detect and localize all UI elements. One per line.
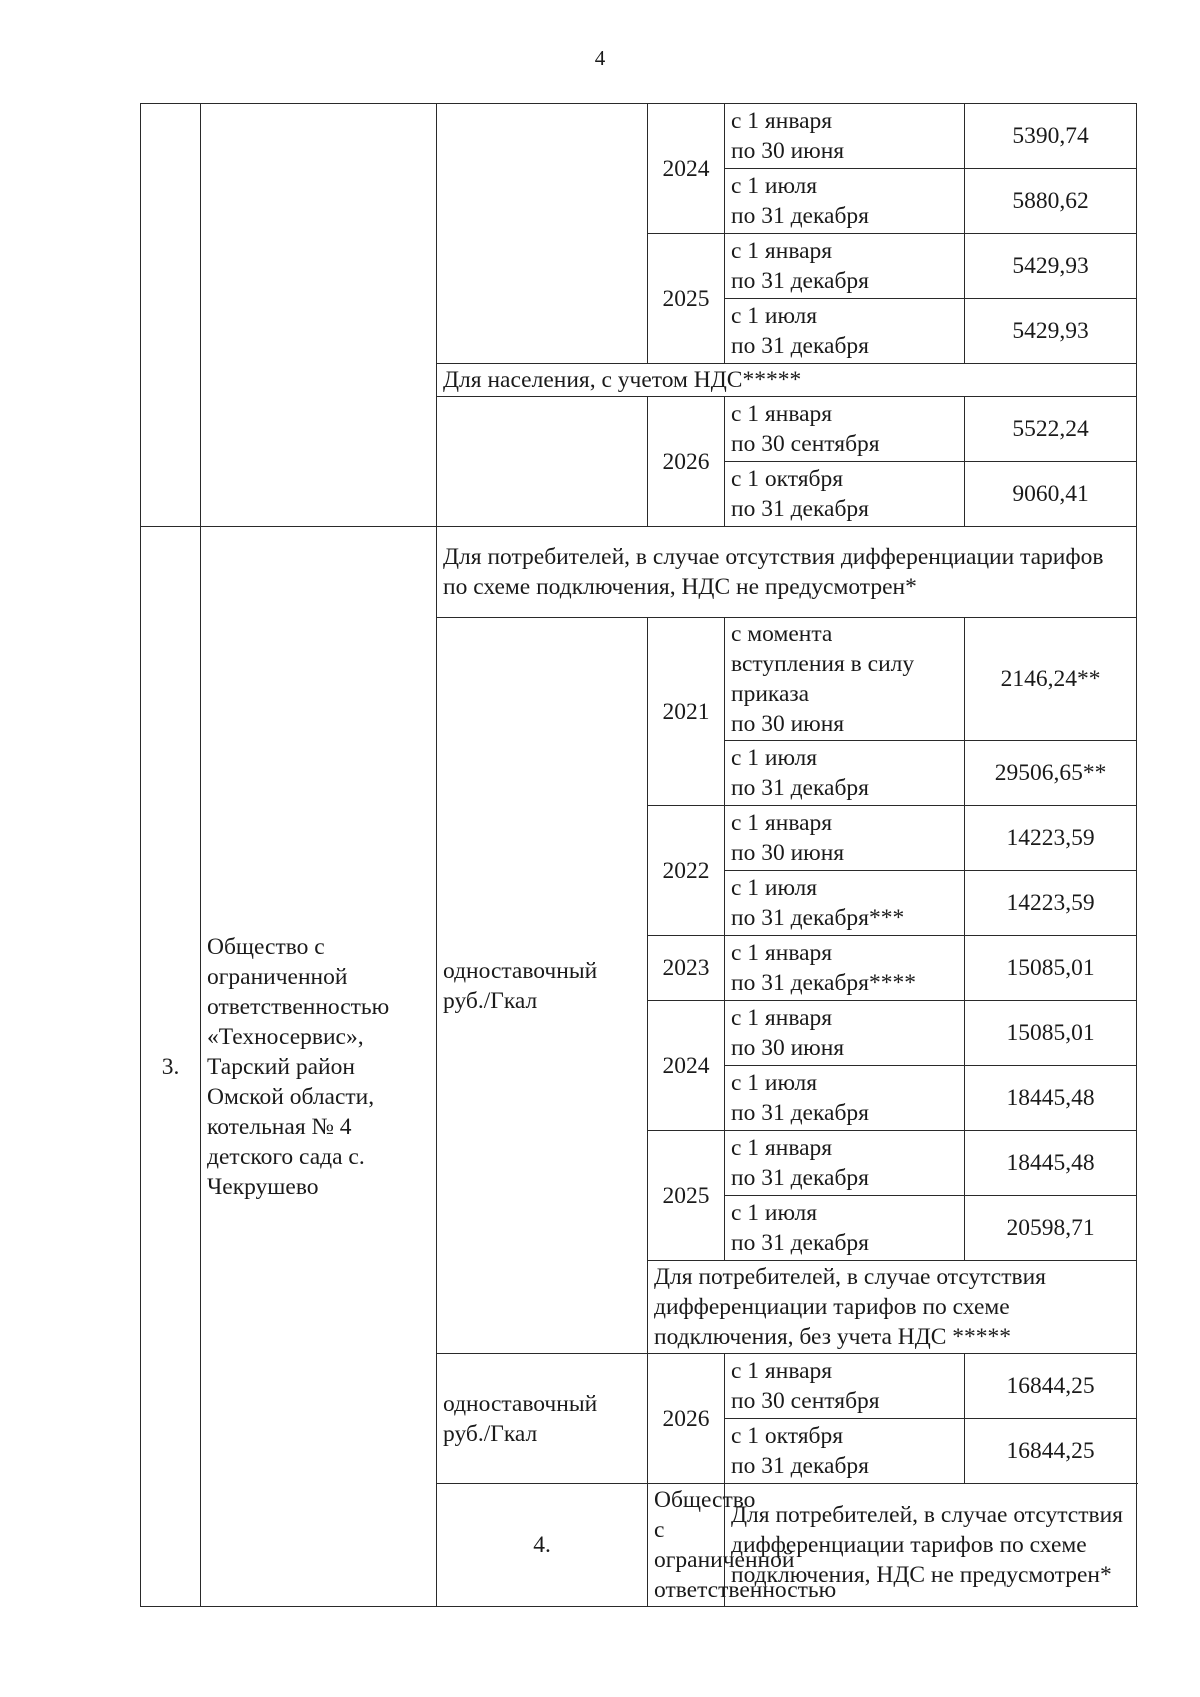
period-cell: с 1 июля по 31 декабря (725, 741, 965, 806)
row-number-cell (141, 104, 201, 527)
year-cell: 2022 (648, 806, 725, 936)
period-cell: с 1 января по 30 июня (725, 104, 965, 169)
table-row (141, 104, 1137, 169)
tariff-value: 20598,71 (965, 1196, 1137, 1261)
year-cell: 2026 (648, 397, 725, 527)
period-cell: с 1 июля по 31 декабря (725, 169, 965, 234)
year-cell: 2026 (648, 1354, 725, 1484)
period-cell: с 1 января по 30 сентября (725, 397, 965, 462)
row-number-cell: 4. (437, 1484, 648, 1607)
period-cell: с 1 января по 31 декабря (725, 1131, 965, 1196)
tariff-type-cell (437, 397, 648, 527)
year-cell: 2023 (648, 936, 725, 1001)
tariff-value: 18445,48 (965, 1131, 1137, 1196)
tariff-value: 9060,41 (965, 462, 1137, 527)
tariff-value: 5429,93 (965, 299, 1137, 364)
period-cell: с 1 июля по 31 декабря (725, 1066, 965, 1131)
tariff-value: 14223,59 (965, 806, 1137, 871)
year-cell: 2021 (648, 618, 725, 806)
section-note: Для потребителей, в случае отсутствия дифференциации тарифов по схеме подключения, без учета НДС ***** (648, 1261, 1137, 1354)
tariff-value: 16844,25 (965, 1354, 1137, 1419)
period-cell: с момента вступления в силу приказа по 30 июня (725, 618, 965, 741)
tariff-value: 5880,62 (965, 169, 1137, 234)
tariff-value: 5429,93 (965, 234, 1137, 299)
tariff-value: 15085,01 (965, 936, 1137, 1001)
period-cell: с 1 января по 30 июня (725, 1001, 965, 1066)
section-note: Для потребителей, в случае отсутствия дифференциации тарифов по схеме подключения, НДС не предусмотрен* (725, 1484, 1137, 1607)
tariff-value: 16844,25 (965, 1419, 1137, 1484)
tariff-type-cell: одноставочный руб./Гкал (437, 1354, 648, 1484)
period-cell: с 1 января по 30 июня (725, 806, 965, 871)
tariff-value: 5522,24 (965, 397, 1137, 462)
tariff-value: 15085,01 (965, 1001, 1137, 1066)
organization-cell (201, 104, 437, 527)
year-cell: 2024 (648, 104, 725, 234)
tariff-value: 2146,24** (965, 618, 1137, 741)
tariff-value: 5390,74 (965, 104, 1137, 169)
row-number-cell: 3. (141, 527, 201, 1607)
year-cell: 2024 (648, 1001, 725, 1131)
period-cell: с 1 января по 30 сентября (725, 1354, 965, 1419)
section-note: Для населения, с учетом НДС***** (437, 364, 1137, 397)
tariff-type-cell: одноставочный руб./Гкал (437, 618, 648, 1354)
period-cell: с 1 июля по 31 декабря (725, 1196, 965, 1261)
period-cell: с 1 октября по 31 декабря (725, 1419, 965, 1484)
tariff-value: 18445,48 (965, 1066, 1137, 1131)
tariff-table (140, 103, 1137, 1607)
year-cell: 2025 (648, 1131, 725, 1261)
tariff-value: 29506,65** (965, 741, 1137, 806)
period-cell: с 1 июля по 31 декабря*** (725, 871, 965, 936)
tariff-value: 14223,59 (965, 871, 1137, 936)
year-cell: 2025 (648, 234, 725, 364)
period-cell: с 1 января по 31 декабря**** (725, 936, 965, 1001)
tariff-type-cell (437, 104, 648, 364)
table-row (141, 527, 1137, 618)
section-note: Для потребителей, в случае отсутствия дифференциации тарифов по схеме подключения, НДС не предусмотрен* (437, 527, 1137, 618)
page-number: 4 (594, 46, 606, 70)
period-cell: с 1 января по 31 декабря (725, 234, 965, 299)
period-cell: с 1 октября по 31 декабря (725, 462, 965, 527)
organization-cell: Общество с ограниченной ответственностью (648, 1484, 725, 1607)
period-cell: с 1 июля по 31 декабря (725, 299, 965, 364)
organization-cell: Общество с ограниченной ответственностью «Техносервис», Тарский район Омской области, котельная № 4 детского сада с. Чекрушево (201, 527, 437, 1607)
